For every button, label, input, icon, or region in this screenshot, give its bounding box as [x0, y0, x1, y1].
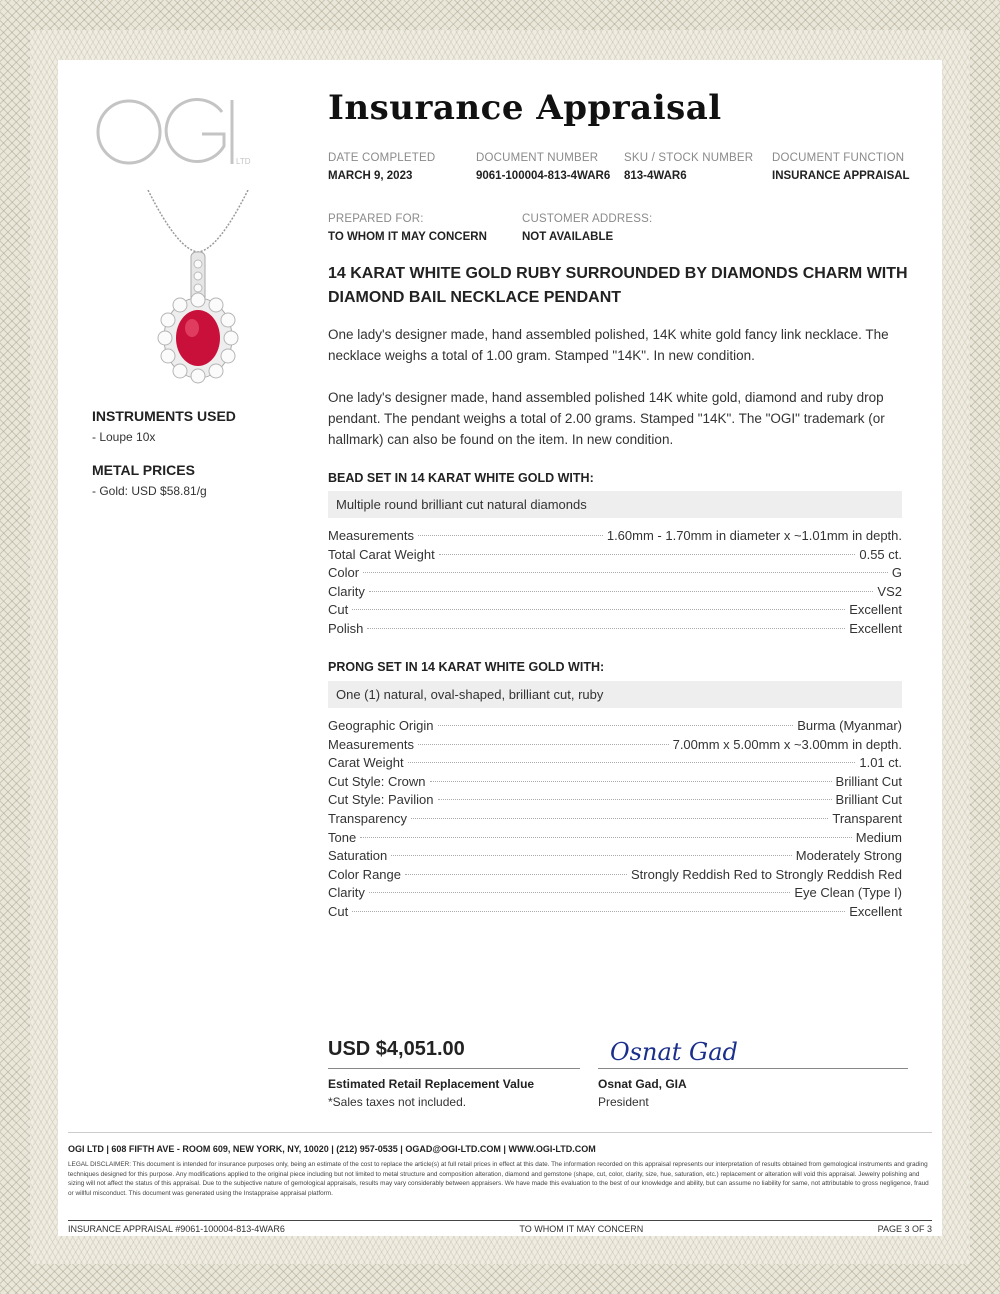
signature-rule — [598, 1068, 908, 1069]
spec-row — [328, 773, 902, 792]
document-number: DOCUMENT NUMBER 9061-100004-813-4WAR6 — [476, 152, 611, 182]
metal-prices-heading: METAL PRICES — [92, 462, 195, 478]
spec-label: Geographic Origin — [328, 718, 434, 733]
spec-value: G — [891, 565, 902, 581]
sidebar — [92, 408, 292, 516]
spec-row — [328, 564, 902, 583]
spec-label: Transparency — [328, 810, 407, 826]
appraised-value: USD $4,051.00 — [328, 1038, 465, 1060]
spec-label: Measurements — [328, 736, 414, 752]
page-number: PAGE 3 OF 3 — [877, 1224, 932, 1234]
item-title: 14 KARAT WHITE GOLD RUBY SURROUNDED BY DIAMONDS CHARM WITH DIAMOND BAIL NECKLACE PENDANT — [328, 265, 908, 306]
spec-value: 7.00mm x 5.00mm x ~3.00mm in depth. — [672, 736, 902, 752]
meta-row-2 — [328, 213, 722, 243]
spec-row — [328, 620, 902, 639]
spec-label: Clarity — [328, 885, 365, 901]
bottom-rule — [68, 1220, 932, 1221]
necklace-description: One lady's designer made, hand assembled polished, 14K white gold fancy link necklace. The necklace weighs a total of 1.00 gram. Stamped "14K". In new condition. — [328, 327, 889, 363]
spec-value: Brilliant Cut — [835, 773, 902, 789]
prepared-for: PREPARED FOR: TO WHOM IT MAY CONCERN — [328, 213, 487, 243]
spec-row — [328, 810, 902, 829]
pendant-image — [138, 190, 258, 390]
instruments-value: - Loupe 10x — [92, 430, 156, 444]
bead-set-band: Multiple round brilliant cut natural diamonds — [328, 491, 902, 518]
document-reference: INSURANCE APPRAISAL #9061-100004-813-4WAR6 — [68, 1224, 285, 1234]
spec-row — [328, 546, 902, 565]
spec-row — [328, 527, 902, 546]
appraisal-page — [58, 60, 942, 1236]
document-title: Insurance Appraisal — [328, 88, 722, 128]
dot-leader — [352, 609, 845, 610]
spec-value: Eye Clean (Type I) — [794, 885, 902, 901]
signer-name: Osnat Gad, GIA — [598, 1077, 687, 1091]
spec-label: Cut Style: Pavilion — [328, 792, 434, 808]
date-completed: DATE COMPLETED MARCH 9, 2023 — [328, 152, 436, 182]
dot-leader — [438, 725, 794, 726]
spec-row — [328, 601, 902, 620]
dot-leader — [430, 781, 832, 782]
value-label: Estimated Retail Replacement Value — [328, 1077, 535, 1091]
spec-row — [328, 736, 902, 755]
spec-value: Brilliant Cut — [835, 792, 902, 808]
spec-label: Carat Weight — [328, 755, 404, 771]
dot-leader — [367, 628, 845, 629]
dot-leader — [438, 799, 832, 800]
prong-spec-list — [328, 717, 902, 922]
dot-leader — [439, 554, 856, 555]
document-function: DOCUMENT FUNCTION INSURANCE APPRAISAL — [772, 152, 910, 182]
spec-row — [328, 829, 902, 848]
dot-leader — [363, 572, 888, 573]
spec-label: Saturation — [328, 848, 388, 864]
dot-leader — [418, 535, 603, 536]
spec-value: Transparent — [832, 810, 902, 826]
bead-spec-list — [328, 527, 902, 639]
prong-set-band: One (1) natural, oval-shaped, brilliant cut, ruby — [328, 681, 902, 708]
pendant-description: One lady's designer made, hand assembled polished 14K white gold, diamond and ruby drop pendant. The pendant weighs a total of 2.00 grams. Stamped "14K". The "OGI" trademark (or hallmark) can also be found on the item. In new condition. — [328, 390, 885, 447]
spec-row — [328, 847, 902, 866]
spec-value: 0.55 ct. — [859, 546, 902, 562]
spec-label: Color Range — [328, 866, 401, 882]
spec-value: VS2 — [877, 583, 902, 599]
spec-value: Excellent — [849, 602, 902, 618]
prong-set-heading: PRONG SET IN 14 KARAT WHITE GOLD WITH: — [328, 660, 605, 674]
spec-label: Color — [328, 565, 360, 581]
spec-label: Measurements — [328, 528, 414, 543]
spec-value: Burma (Myanmar) — [797, 718, 902, 733]
signer-title: President — [598, 1095, 649, 1109]
instruments-heading: INSTRUMENTS USED — [92, 408, 236, 424]
spec-value: Excellent — [849, 620, 902, 636]
meta-row-1 — [328, 152, 922, 182]
bead-set-heading: BEAD SET IN 14 KARAT WHITE GOLD WITH: — [328, 471, 594, 485]
spec-label: Polish — [328, 620, 364, 636]
spec-value: Moderately Strong — [795, 848, 902, 864]
spec-value: Strongly Reddish Red to Strongly Reddish Red — [631, 866, 902, 882]
dot-leader — [405, 874, 627, 875]
spec-row — [328, 583, 902, 602]
spec-row — [328, 884, 902, 903]
recipient-label: TO WHOM IT MAY CONCERN — [519, 1224, 644, 1234]
spec-label: Cut — [328, 903, 349, 919]
spec-row — [328, 791, 902, 810]
signature — [606, 1026, 746, 1072]
value-rule — [328, 1068, 580, 1069]
bottom-bar — [68, 1224, 932, 1234]
svg-text:LTD: LTD — [236, 157, 251, 166]
ogi-logo — [94, 94, 254, 174]
spec-value: Medium — [855, 829, 902, 845]
spec-row — [328, 903, 902, 922]
dot-leader — [408, 762, 856, 763]
dot-leader — [360, 837, 852, 838]
spec-value: 1.01 ct. — [859, 755, 902, 771]
signature-text: Osnat Gad — [610, 1038, 738, 1066]
customer-address: CUSTOMER ADDRESS: NOT AVAILABLE — [522, 213, 653, 243]
spec-value: 1.60mm - 1.70mm in diameter x ~1.01mm in depth. — [606, 528, 902, 543]
sku-number: SKU / STOCK NUMBER 813-4WAR6 — [624, 152, 754, 182]
tax-note: *Sales taxes not included. — [328, 1095, 467, 1109]
spec-label: Total Carat Weight — [328, 546, 435, 562]
spec-row — [328, 717, 902, 736]
legal-disclaimer: LEGAL DISCLAIMER: This document is intended for insurance purposes only, being an estimate of the cost to replace the article(s) at full retail prices in effect at this date. The information recorded on this appraisal represents our interpretation of results obtained from gemological instruments and grading techniques designed for this purpose. Any modifications applied to the original piece including but not limited to metal structure and composition alteration, diamond and gemstone (shape, cut, color, clarity, size, hue, saturation, etc.) replacement or alteration will void this appraisal. Jewelry polishing and sizing will not affect the status of this appraisal. Due to the subjective nature of gemological appraisals, results may vary considerably between appraisers. We have made this evaluation to the best of our knowledge and ability, but can assume no liability for same, not attributable to gross negligence, fraud or willful misconduct. This document was generated using the Instappraise appraisal platform. — [68, 1161, 929, 1197]
metal-prices-value: - Gold: USD $58.81/g — [92, 484, 207, 498]
spec-label: Tone — [328, 829, 357, 845]
dot-leader — [411, 818, 828, 819]
spec-label: Cut Style: Crown — [328, 773, 426, 789]
spec-label: Clarity — [328, 583, 365, 599]
dot-leader — [352, 911, 845, 912]
dot-leader — [418, 744, 669, 745]
dot-leader — [369, 591, 874, 592]
spec-value: Excellent — [849, 903, 902, 919]
spec-row — [328, 754, 902, 773]
footer-contact: OGI LTD | 608 FIFTH AVE - ROOM 609, NEW YORK, NY, 10020 | (212) 957-0535 | OGAD@OGI-LTD.COM | WWW.OGI-LTD.COM — [68, 1144, 596, 1154]
dot-leader — [369, 892, 791, 893]
footer-rule — [68, 1132, 932, 1133]
spec-row — [328, 866, 902, 885]
spec-label: Cut — [328, 602, 349, 618]
dot-leader — [391, 855, 792, 856]
